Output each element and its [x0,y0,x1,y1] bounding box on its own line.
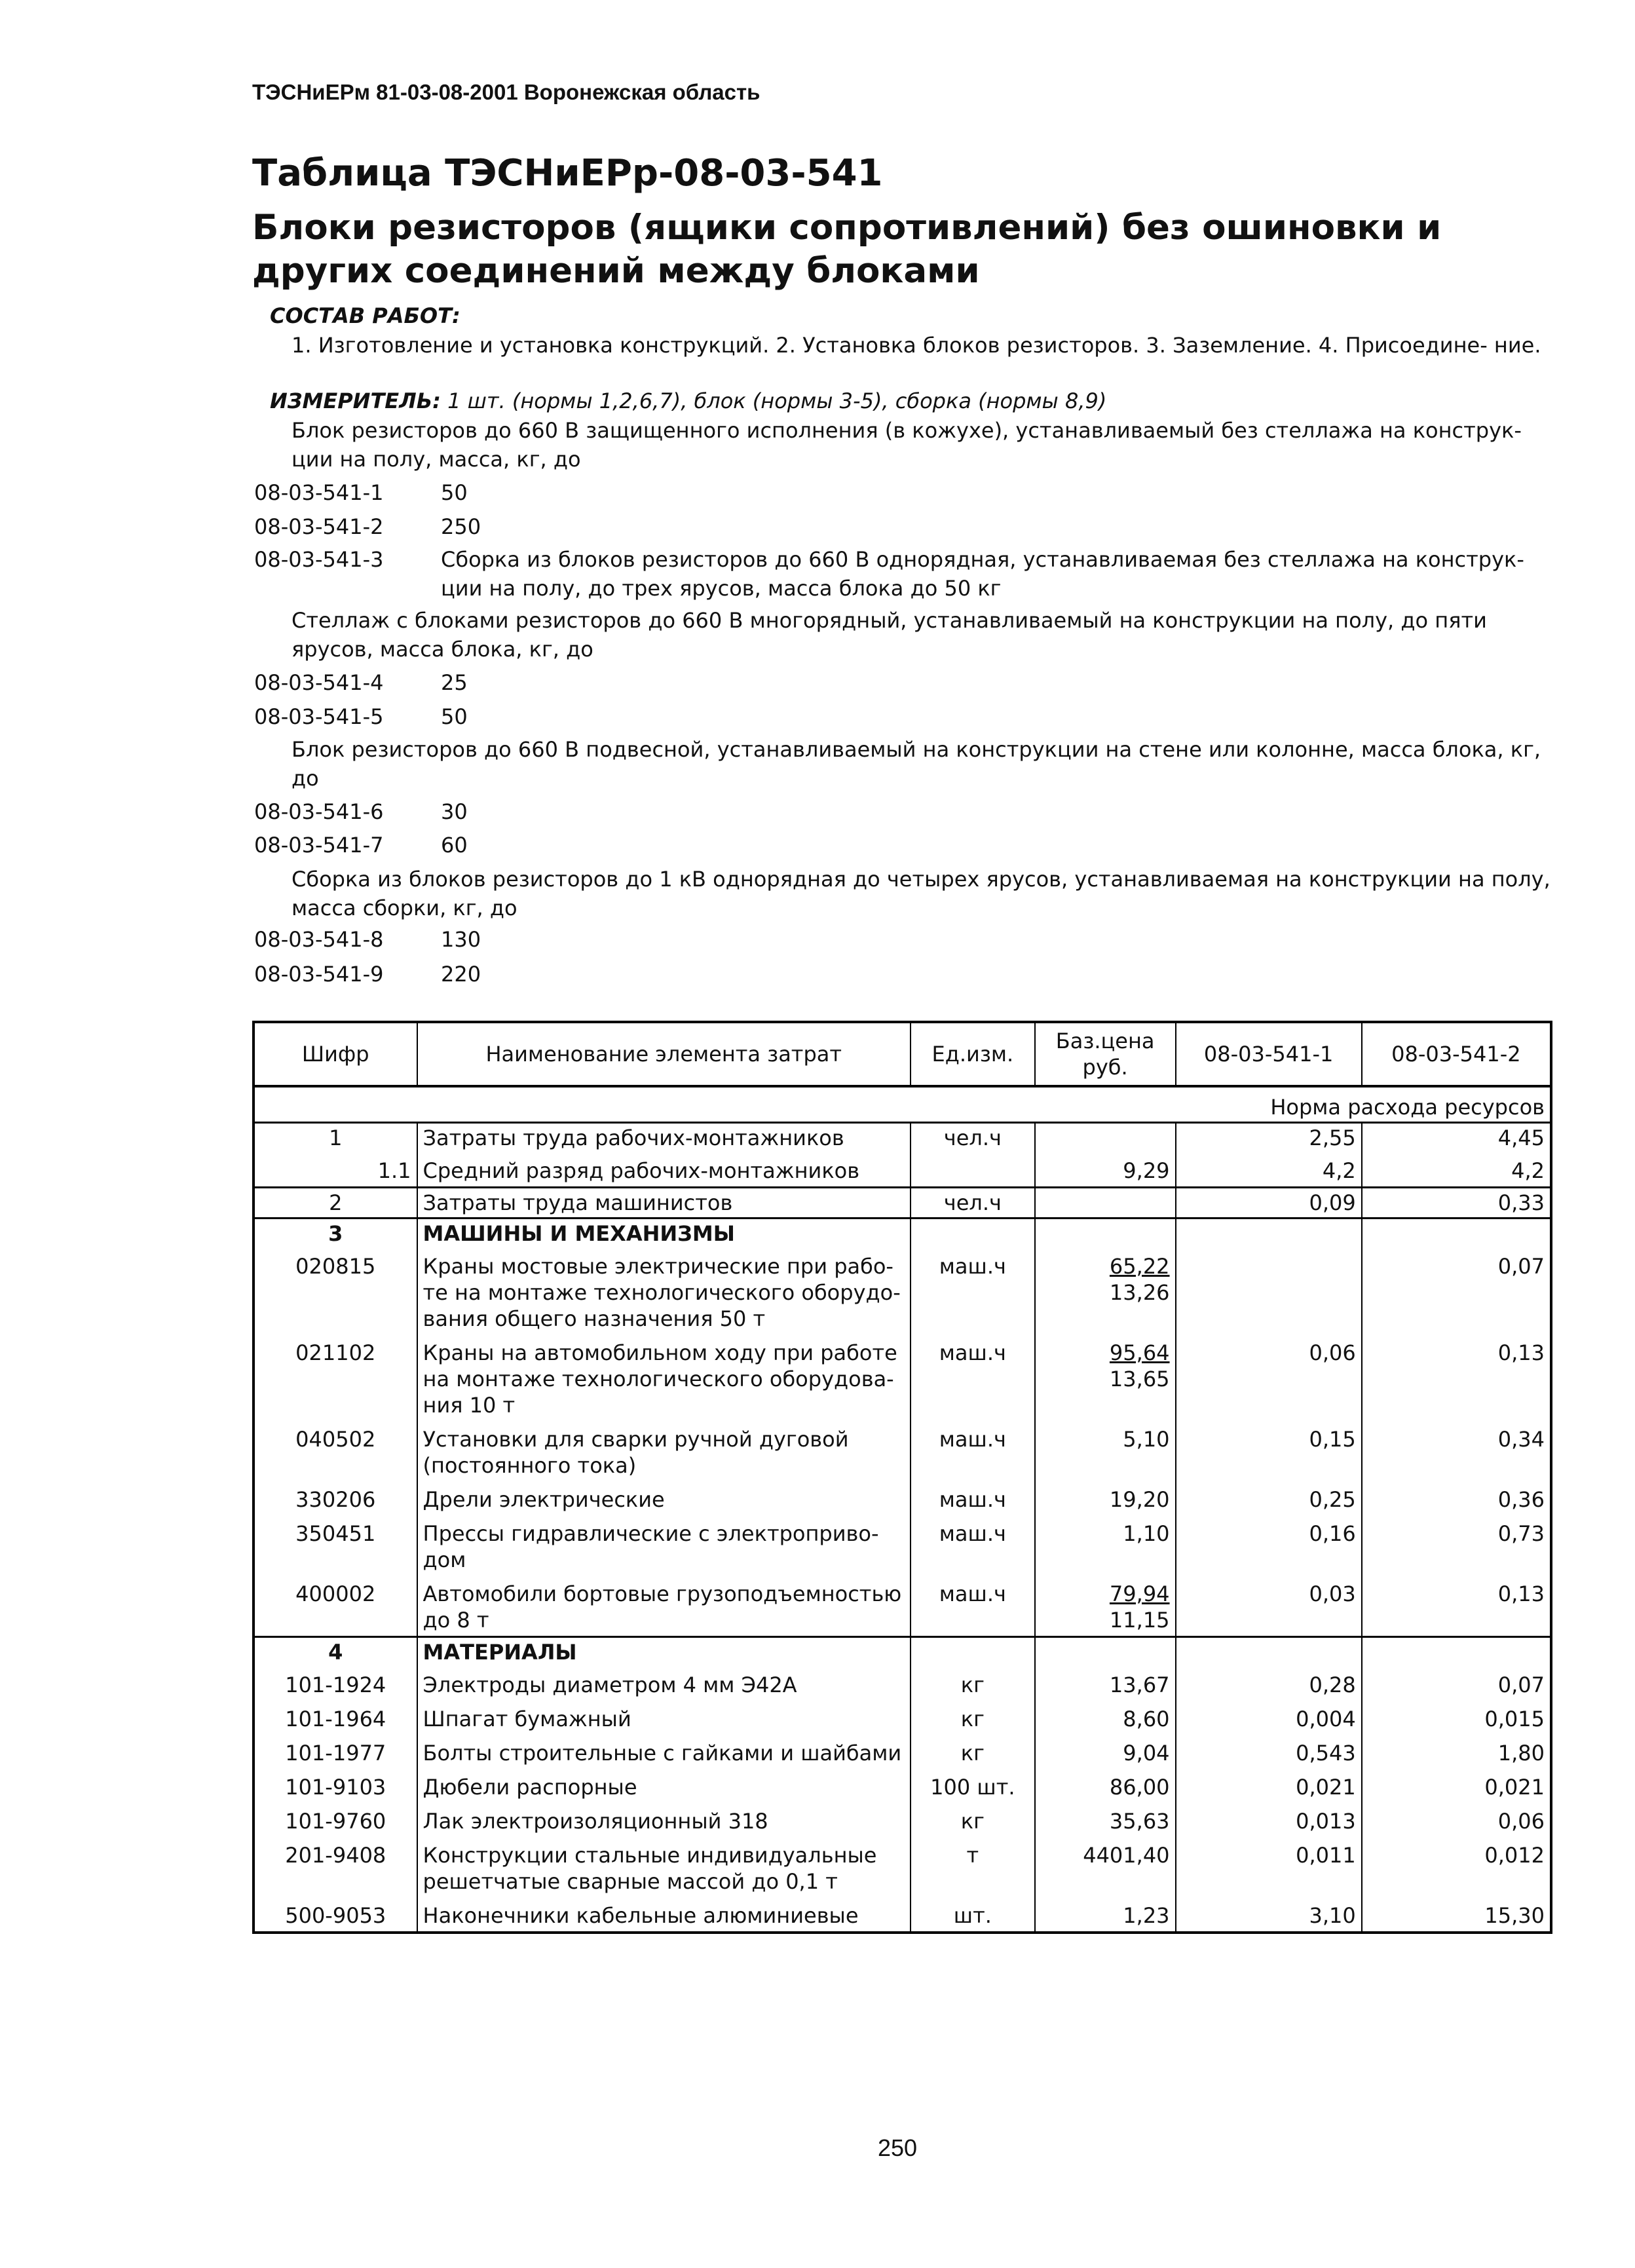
row-price: 79,94 [1109,1581,1170,1606]
row-value-2: 0,33 [1362,1188,1551,1219]
row-value-2: 1,80 [1362,1735,1551,1769]
table-row [254,1837,1551,1897]
row-code: 2 [254,1188,417,1219]
row-unit: 100 шт. [911,1769,1035,1803]
row-name: Прессы гидравлические с электроприво- дом [417,1515,911,1576]
main-title: Блоки резисторов (ящики сопротивлений) без ошиновки и других соединений между блоками [252,208,1442,291]
row-code: 101-9103 [285,1775,386,1800]
row-value-1: 0,004 [1176,1701,1362,1735]
table-header-row [254,1022,1551,1086]
row-value-1: 0,25 [1176,1481,1362,1515]
izmeritel-text: 1 шт. (нормы 1,2,6,7), блок (нормы 3-5), сборка (нормы 8,9) [447,388,1107,413]
row-unit: кг [911,1701,1035,1735]
row-price: 35,63 [1035,1803,1176,1837]
row-value-1 [1176,1248,1362,1334]
norm-value: 25 [441,670,468,695]
header-cell: 08-03-541-2 [1362,1022,1551,1086]
table-row [254,1334,1551,1421]
row-name: Автомобили бортовые грузоподъемностью до 8 т [417,1576,911,1637]
table-title: Таблица ТЭСНиЕРр-08-03-541 [252,152,883,195]
table-row [254,1248,1551,1334]
row-unit: чел.ч [911,1123,1035,1153]
row-code: 400002 [295,1581,376,1606]
norm-group-description: Сборка из блоков резисторов до 1 кВ однорядная до четырех ярусов, устанавливаемая на конструкции на полу, масса сборки, кг, до [291,867,1550,920]
row-value-2: 4,45 [1362,1123,1551,1153]
table-row [254,1701,1551,1735]
table-row [254,1576,1551,1637]
row-value-2: 0,07 [1362,1248,1551,1334]
row-value-1: 0,06 [1176,1334,1362,1421]
row-unit: шт. [911,1897,1035,1933]
document-header: ТЭСНиЕРм 81-03-08-2001 Воронежская область [252,80,761,104]
row-unit: маш.ч [911,1515,1035,1576]
row-value-1: 0,28 [1176,1667,1362,1701]
row-price: 19,20 [1035,1481,1176,1515]
row-price: 9,29 [1035,1152,1176,1188]
row-value-1: 3,10 [1176,1897,1362,1933]
row-value-1: 0,03 [1176,1576,1362,1637]
row-value-1: 0,09 [1176,1188,1362,1219]
row-unit: кг [911,1803,1035,1837]
row-name: Краны мостовые электрические при рабо- те на монтаже технологического оборудо- вания общего назначения 50 т [417,1248,911,1334]
norm-value: 50 [441,480,468,505]
row-name: Дрели электрические [417,1481,911,1515]
row-price [1035,1123,1176,1153]
row-code: 500-9053 [285,1903,386,1928]
table-row [254,1152,1551,1188]
norm-code: 08-03-541-3 [254,547,384,572]
table-row [254,1123,1551,1153]
header-cell: 08-03-541-1 [1176,1022,1362,1086]
sostav-text: 1. Изготовление и установка конструкций. 2. Установка блоков резисторов. 3. Заземление. 4. Присоедине- ние. [291,333,1541,358]
row-code: 101-1924 [285,1673,386,1697]
sostav-label: СОСТАВ РАБОТ: [270,303,460,328]
table-row [254,1803,1551,1837]
row-unit: чел.ч [911,1188,1035,1219]
table-row [254,1897,1551,1933]
norm-label: Норма расхода ресурсов [254,1086,1551,1123]
row-price: 5,10 [1035,1421,1176,1481]
norm-code: 08-03-541-8 [254,927,384,952]
row-code: 040502 [295,1427,376,1452]
row-value-2: 0,34 [1362,1421,1551,1481]
row-value-1: 0,15 [1176,1421,1362,1481]
row-price-secondary: 13,26 [1109,1280,1170,1305]
table-row [254,1637,1551,1667]
row-code: 1.1 [377,1158,411,1183]
row-value-1: 0,16 [1176,1515,1362,1576]
row-name: Электроды диаметром 4 мм Э42А [417,1667,911,1701]
row-name: Лак электроизоляционный 318 [417,1803,911,1837]
table-row [254,1769,1551,1803]
row-price: 4401,40 [1035,1837,1176,1897]
row-name: МАТЕРИАЛЫ [423,1640,577,1665]
row-value-1: 0,021 [1176,1769,1362,1803]
row-name: Наконечники кабельные алюминиевые [417,1897,911,1933]
row-unit: кг [911,1667,1035,1701]
norm-group-description: Стеллаж с блоками резисторов до 660 В многорядный, устанавливаемый на конструкции на полу, до пяти ярусов, масса блока, кг, до [291,608,1487,662]
page-number: 250 [878,2134,918,2161]
table-row [254,1515,1551,1576]
row-code: 020815 [295,1254,376,1279]
row-name: Дюбели распорные [417,1769,911,1803]
row-name: Болты строительные с гайками и шайбами [417,1735,911,1769]
table-row [254,1735,1551,1769]
row-unit: маш.ч [911,1248,1035,1334]
row-price: 1,10 [1035,1515,1176,1576]
row-name: Затраты труда рабочих-монтажников [417,1123,911,1153]
row-price: 9,04 [1035,1735,1176,1769]
row-unit [911,1152,1035,1188]
row-unit: кг [911,1735,1035,1769]
norm-value: 60 [441,833,468,858]
norm-code: 08-03-541-4 [254,670,384,695]
row-unit: т [911,1837,1035,1897]
row-value-2: 0,06 [1362,1803,1551,1837]
row-value-2: 4,2 [1362,1152,1551,1188]
row-code: 350451 [295,1521,376,1546]
norm-value: 50 [441,704,468,729]
row-value-2: 0,012 [1362,1837,1551,1897]
norm-group-description: Блок резисторов до 660 В защищенного исполнения (в кожухе), устанавливаемый без стеллажа на конструк- ции на полу, масса, кг, до [291,418,1522,472]
row-value-1: 4,2 [1176,1152,1362,1188]
row-value-2: 0,07 [1362,1667,1551,1701]
row-unit: маш.ч [911,1334,1035,1421]
norm-value: 30 [441,799,468,824]
izmeritel-line [270,387,1567,415]
row-price [1035,1188,1176,1219]
row-value-2: 0,021 [1362,1769,1551,1803]
norm-code: 08-03-541-2 [254,514,384,539]
row-code: 201-9408 [285,1843,386,1868]
table-row [254,1188,1551,1219]
norm-label-row [254,1086,1551,1123]
table-row [254,1421,1551,1481]
row-price: 86,00 [1035,1769,1176,1803]
row-unit: маш.ч [911,1481,1035,1515]
row-price: 95,64 [1109,1340,1170,1365]
row-code: 101-9760 [285,1809,386,1834]
row-value-1: 2,55 [1176,1123,1362,1153]
row-value-2: 15,30 [1362,1897,1551,1933]
row-price-secondary: 13,65 [1109,1367,1170,1391]
norm-code: 08-03-541-6 [254,799,384,824]
header-cell: Шифр [254,1022,417,1086]
row-price: 65,22 [1109,1254,1170,1279]
row-code: 101-1964 [285,1707,386,1731]
table-row [254,1667,1551,1701]
row-code: 1 [254,1123,417,1153]
header-cell: Ед.изм. [911,1022,1035,1086]
row-name: МАШИНЫ И МЕХАНИЗМЫ [423,1221,735,1246]
row-price: 1,23 [1035,1897,1176,1933]
row-code: 101-1977 [285,1741,386,1766]
row-value-2: 0,015 [1362,1701,1551,1735]
row-name: Затраты труда машинистов [417,1188,911,1219]
norm-group-description: Блок резисторов до 660 В подвесной, устанавливаемый на конструкции на стене или колонне, масса блока, кг, до [291,737,1541,791]
table-row [254,1219,1551,1249]
row-price: 13,67 [1035,1667,1176,1701]
norm-code: 08-03-541-9 [254,962,384,987]
resources-table [252,1021,1552,1934]
row-price-secondary: 11,15 [1109,1608,1170,1633]
row-value-1: 0,011 [1176,1837,1362,1897]
row-value-2: 0,73 [1362,1515,1551,1576]
row-name: Конструкции стальные индивидуальные решетчатые сварные массой до 0,1 т [417,1837,911,1897]
row-name: Краны на автомобильном ходу при работе на монтаже технологического оборудова- ния 10 т [417,1334,911,1421]
row-name: Установки для сварки ручной дуговой (постоянного тока) [417,1421,911,1481]
norm-code: 08-03-541-7 [254,833,384,858]
row-value-2: 0,36 [1362,1481,1551,1515]
norm-value: 250 [441,514,481,539]
norm-code: 08-03-541-1 [254,480,384,505]
row-code: 330206 [295,1487,376,1512]
table-row [254,1481,1551,1515]
row-value-1: 0,543 [1176,1735,1362,1769]
row-price: 8,60 [1035,1701,1176,1735]
row-unit: маш.ч [911,1576,1035,1637]
izmeritel-label: ИЗМЕРИТЕЛЬ: [270,388,441,413]
row-value-2: 0,13 [1362,1334,1551,1421]
row-name: Средний разряд рабочих-монтажников [417,1152,911,1188]
row-code: 4 [328,1640,343,1665]
header-cell: Наименование элемента затрат [417,1022,911,1086]
norm-code: 08-03-541-5 [254,704,384,729]
row-code: 3 [328,1221,343,1246]
row-value-1: 0,013 [1176,1803,1362,1837]
norm-value: 130 [441,927,481,952]
row-unit: маш.ч [911,1421,1035,1481]
header-cell: Баз.цена руб. [1035,1022,1176,1086]
row-code: 021102 [295,1340,376,1365]
row-value-2: 0,13 [1362,1576,1551,1637]
norm-value: 220 [441,962,481,987]
row-name: Шпагат бумажный [417,1701,911,1735]
norm-value: Сборка из блоков резисторов до 660 В однорядная, устанавливаемая без стеллажа на конструк- ции на полу, до трех ярусов, масса блока до 50 кг [441,547,1524,601]
